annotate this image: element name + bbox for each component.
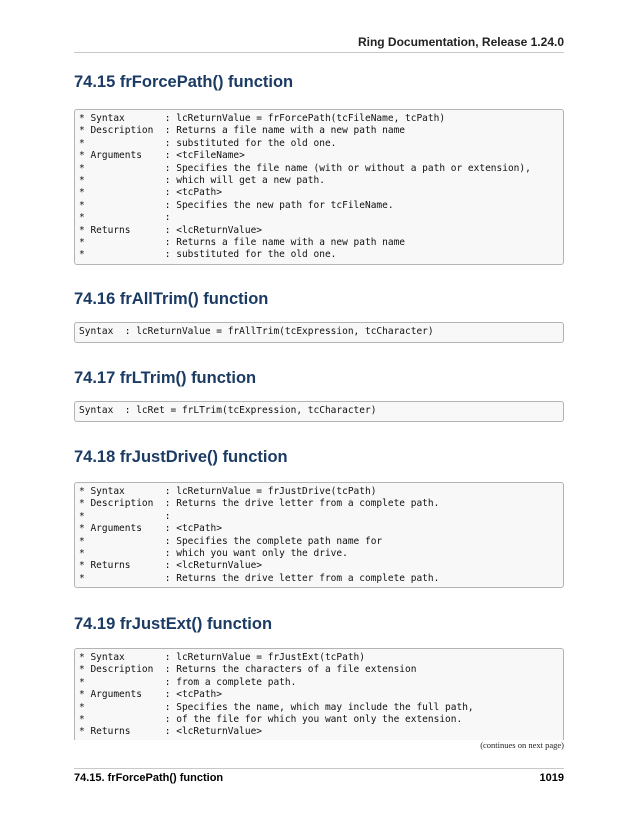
code-line: * : Specifies the new path for tcFileName.: [79, 199, 394, 211]
code-line: * : from a complete path.: [79, 676, 297, 688]
code-block: [74, 322, 564, 343]
footer-section-title: 74.15. frForcePath() function: [74, 772, 224, 784]
code-line: * Returns : <lcReturnValue>: [79, 224, 263, 236]
code-block: [74, 401, 564, 422]
code-line: * : substituted for the old one.: [79, 137, 337, 149]
code-line: * Description : Returns the characters of a file extension: [79, 664, 417, 676]
code-block: [74, 482, 564, 588]
code-line: * Returns : <lcReturnValue>: [79, 726, 263, 738]
code-line: Syntax : lcReturnValue = frAllTrim(tcExpression, tcCharacter): [79, 326, 434, 337]
code-line: * Description : Returns a file name with a new path name: [79, 125, 406, 137]
code-line: * : which will get a new path.: [79, 174, 325, 186]
code-line: Syntax : lcRet = frLTrim(tcExpression, tcCharacter): [79, 405, 377, 416]
code-line: * :: [79, 212, 171, 224]
section-heading: 74.18 frJustDrive() function: [74, 448, 288, 466]
code-block: [74, 109, 564, 265]
code-line: * Syntax : lcReturnValue = frJustExt(tcPath): [79, 652, 365, 663]
section-heading: 74.16 frAllTrim() function: [74, 290, 269, 308]
code-line: * : of the file for which you want only the extension.: [79, 713, 463, 725]
code-line: * :: [79, 510, 171, 522]
footer-divider: [74, 768, 564, 769]
code-line: * : Specifies the name, which may include the full path,: [79, 701, 474, 713]
page-number: 1019: [539, 772, 564, 784]
code-line: * : Specifies the file name (with or without a path or extension),: [79, 162, 531, 174]
code-line: * : substituted for the old one.: [79, 249, 337, 261]
code-line: * Arguments : <tcFileName>: [79, 150, 245, 162]
header-divider: [74, 52, 564, 53]
code-line: * : Returns the drive letter from a complete path.: [79, 572, 440, 584]
code-line: * Syntax : lcReturnValue = frForcePath(tcFileName, tcPath): [79, 113, 446, 124]
running-header-title: Ring Documentation, Release 1.24.0: [357, 35, 564, 49]
code-line: * Arguments : <tcPath>: [79, 523, 222, 535]
code-line: * : Specifies the complete path name for: [79, 535, 383, 547]
section-heading: 74.17 frLTrim() function: [74, 369, 257, 387]
section-heading: 74.15 frForcePath() function: [74, 73, 294, 91]
code-line: * : <tcPath>: [79, 187, 222, 199]
code-line: * Syntax : lcReturnValue = frJustDrive(tcPath): [79, 486, 377, 497]
code-line: * : Returns a file name with a new path name: [79, 236, 406, 248]
continues-note: (continues on next page): [480, 740, 564, 750]
code-line: * Description : Returns the drive letter from a complete path.: [79, 498, 440, 510]
code-line: * Returns : <lcReturnValue>: [79, 560, 263, 572]
code-block: [74, 648, 564, 740]
code-line: * : which you want only the drive.: [79, 547, 348, 559]
section-heading: 74.19 frJustExt() function: [74, 615, 273, 633]
code-line: * Arguments : <tcPath>: [79, 689, 222, 701]
